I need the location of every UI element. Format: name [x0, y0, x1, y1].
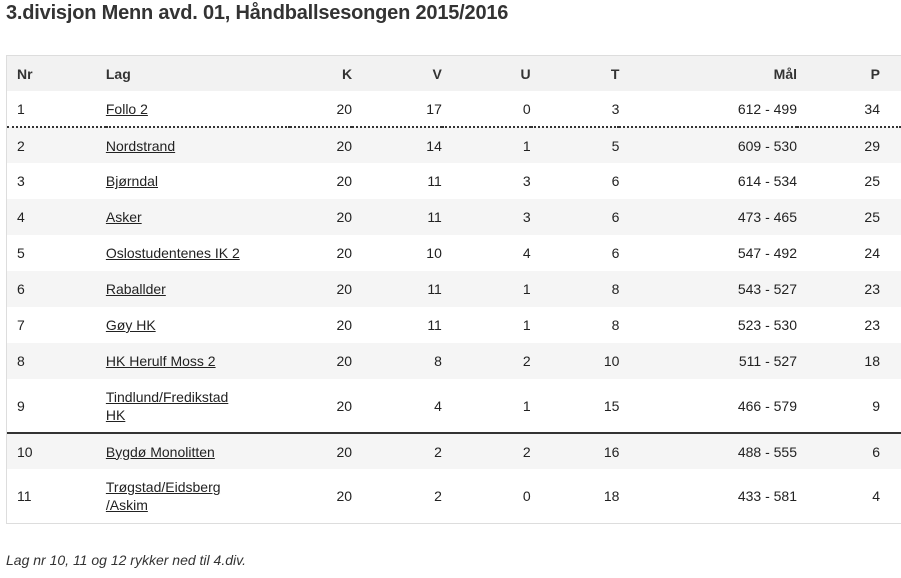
table-row	[7, 235, 901, 271]
team-link[interactable]	[106, 352, 216, 370]
cell-lag	[106, 91, 290, 127]
column-header-t[interactable]: T	[610, 65, 620, 82]
cell-t: 16	[603, 443, 620, 460]
team-name-line: HK Herulf Moss 2	[105, 353, 216, 369]
cell-v: 4	[352, 379, 442, 433]
cell-k: 20	[336, 281, 353, 297]
cell-nr: 2	[17, 137, 25, 154]
table-row	[7, 91, 901, 127]
team-link[interactable]	[106, 100, 148, 118]
cell-p: 25	[864, 209, 880, 225]
cell-mal: 473 - 465	[737, 209, 797, 225]
cell-k: 20	[336, 209, 353, 225]
cell-t: 6	[611, 173, 620, 189]
cell-p: 6	[872, 443, 880, 460]
cell-t: 6	[611, 245, 620, 261]
cell-v: 11	[427, 317, 442, 333]
cell-p: 23	[864, 281, 880, 297]
cell-v: 2	[434, 443, 442, 460]
cell-nr: 8	[17, 353, 25, 369]
cell-t: 5	[611, 137, 620, 154]
cell-k: 20	[290, 91, 353, 127]
column-header-p[interactable]: P	[870, 65, 880, 82]
cell-k: 20	[336, 245, 353, 261]
cell-p: 4	[872, 488, 880, 504]
team-name-line: Nordstrand	[105, 137, 176, 154]
cell-lag	[106, 163, 290, 199]
cell-nr: 10	[17, 443, 33, 460]
cell-p: 25	[864, 173, 880, 189]
cell-p: 23	[864, 317, 880, 333]
cell-mal: 511 - 527	[738, 353, 797, 369]
cell-mal: 612 - 499	[619, 91, 797, 127]
cell-t: 15	[531, 379, 620, 433]
standings-table	[6, 55, 901, 524]
cell-t: 10	[603, 353, 620, 369]
team-name-line: Tindlund/Fredikstad	[105, 388, 229, 405]
cell-k: 20	[336, 488, 353, 504]
cell-mal: 543 - 527	[737, 281, 797, 297]
cell-p: 34	[797, 91, 901, 127]
team-name-line: Oslostudentenes IK 2	[105, 245, 240, 261]
cell-v: 11	[427, 209, 442, 225]
cell-mal: 466 - 579	[619, 379, 797, 433]
team-link[interactable]	[106, 244, 240, 262]
cell-mal: 609 - 530	[737, 137, 797, 154]
cell-v: 10	[426, 245, 442, 261]
column-header-k[interactable]: K	[341, 65, 353, 82]
cell-u: 3	[522, 173, 531, 189]
cell-u: 1	[522, 317, 531, 333]
relegation-footnote: Lag nr 10, 11 og 12 rykker ned til 4.div.	[6, 552, 246, 568]
cell-p: 24	[864, 245, 880, 261]
cell-nr: 1	[7, 91, 106, 127]
cell-u: 4	[522, 245, 531, 261]
team-name-line: /Askim	[105, 497, 148, 513]
cell-u: 1	[522, 281, 531, 297]
column-header-mal[interactable]: Mål	[773, 65, 797, 82]
cell-v: 17	[352, 91, 442, 127]
cell-nr: 11	[17, 488, 32, 504]
cell-lag	[106, 307, 290, 343]
cell-p: 9	[797, 379, 901, 433]
team-name-line: Bygdø Monolitten	[105, 443, 215, 460]
cell-lag	[106, 199, 290, 235]
cell-lag	[106, 235, 290, 271]
cell-mal: 547 - 492	[737, 245, 797, 261]
column-header-nr[interactable]: Nr	[17, 65, 33, 82]
cell-k: 20	[336, 443, 353, 460]
table-row	[7, 433, 901, 469]
cell-lag	[106, 469, 290, 523]
cell-nr: 3	[17, 173, 25, 189]
cell-lag	[106, 343, 290, 379]
cell-lag	[106, 433, 290, 469]
cell-k: 20	[336, 317, 353, 333]
column-header-v[interactable]: V	[432, 65, 442, 82]
team-link[interactable]	[106, 172, 158, 190]
cell-u: 0	[442, 91, 531, 127]
team-name-line: Asker	[105, 209, 142, 225]
cell-u: 2	[522, 443, 531, 460]
cell-mal: 523 - 530	[737, 317, 797, 333]
column-header-lag[interactable]: Lag	[105, 65, 131, 82]
team-link[interactable]	[106, 316, 156, 334]
cell-nr: 7	[17, 317, 25, 333]
cell-k: 20	[336, 353, 353, 369]
cell-t: 8	[611, 281, 620, 297]
cell-u: 3	[522, 209, 531, 225]
cell-p: 18	[864, 353, 880, 369]
column-header-u[interactable]: U	[520, 65, 531, 82]
table-row	[7, 271, 901, 307]
cell-v: 11	[427, 281, 442, 297]
cell-u: 1	[522, 137, 531, 154]
cell-mal: 614 - 534	[737, 173, 797, 189]
cell-v: 11	[427, 173, 442, 189]
team-link[interactable]	[106, 388, 228, 424]
cell-nr: 5	[17, 245, 25, 261]
cell-v: 2	[434, 488, 442, 504]
cell-u: 0	[522, 488, 531, 504]
team-name-line: Bjørndal	[105, 173, 159, 189]
cell-mal: 488 - 555	[737, 443, 797, 460]
cell-u: 2	[522, 353, 531, 369]
table-row	[7, 199, 901, 235]
team-name-line: Follo 2	[105, 100, 148, 117]
table-header-row	[7, 56, 901, 91]
team-link[interactable]	[106, 137, 175, 155]
cell-lag	[106, 379, 290, 433]
team-name-line: Gøy HK	[105, 317, 156, 333]
team-link[interactable]	[106, 208, 142, 226]
team-link[interactable]	[106, 280, 166, 298]
cell-v: 14	[426, 137, 442, 154]
cell-t: 6	[611, 209, 620, 225]
cell-u: 1	[442, 379, 531, 433]
cell-mal: 433 - 581	[737, 488, 797, 504]
team-name-line: Trøgstad/Eidsberg	[105, 479, 221, 495]
cell-k: 20	[336, 137, 353, 154]
cell-lag	[106, 127, 290, 163]
team-name-line: HK	[105, 406, 126, 423]
cell-t: 3	[531, 91, 620, 127]
cell-t: 18	[603, 488, 620, 504]
cell-lag	[106, 271, 290, 307]
cell-v: 8	[434, 353, 442, 369]
team-link[interactable]	[106, 478, 221, 514]
cell-nr: 4	[17, 209, 25, 225]
cell-k: 20	[336, 173, 353, 189]
cell-nr: 6	[17, 281, 25, 297]
table-row	[7, 307, 901, 343]
table-row	[7, 163, 901, 199]
cell-k: 20	[290, 379, 353, 433]
page-title: 3.divisjon Menn avd. 01, Håndballsesongen 2015/2016	[6, 2, 509, 24]
cell-t: 8	[611, 317, 620, 333]
cell-nr: 9	[7, 379, 106, 433]
table-row	[7, 343, 901, 379]
team-name-line: Raballder	[105, 281, 166, 297]
cell-p: 29	[864, 137, 880, 154]
table-row	[7, 127, 901, 163]
table-row	[7, 379, 901, 433]
team-link[interactable]	[106, 443, 215, 461]
table-row	[7, 469, 901, 523]
